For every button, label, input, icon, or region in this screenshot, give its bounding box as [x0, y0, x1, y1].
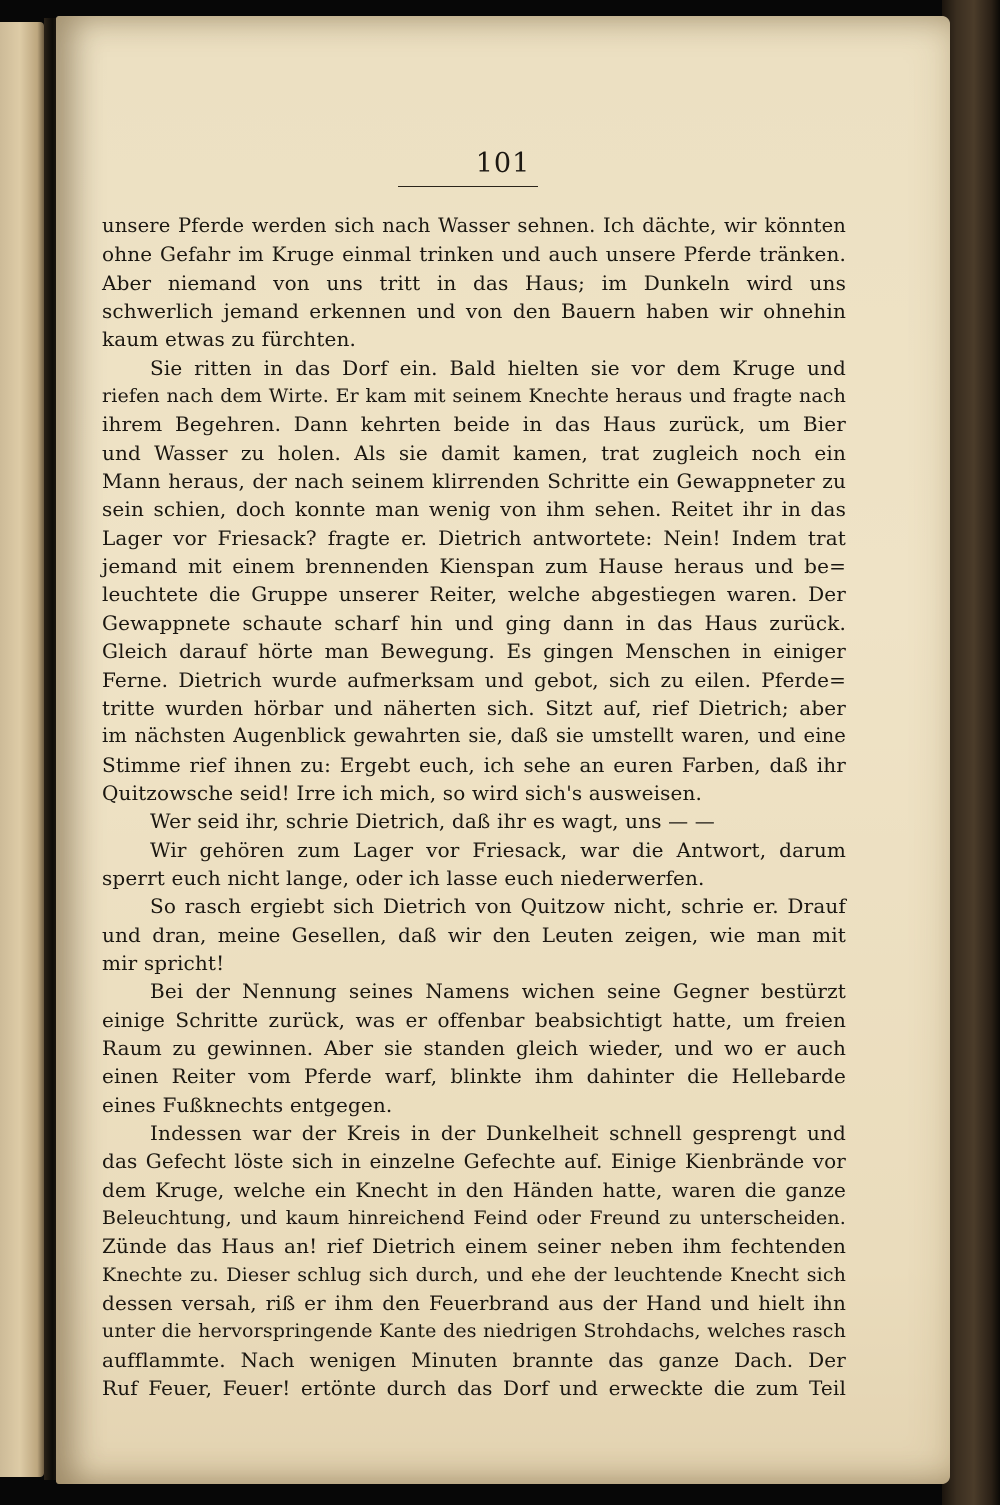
- text-line: Aber niemand von uns tritt in das Haus; im Dunkeln wird uns: [102, 270, 846, 295]
- text-line: Quitzowsche seid! Irre ich mich, so wird sich's ausweisen.: [102, 780, 703, 805]
- text-line: dem Kruge, welche ein Knecht in den Händen hatte, waren die ganze: [102, 1177, 846, 1202]
- text-line: ohne Gefahr im Kruge einmal trinken und auch unsere Pferde tränken.: [102, 242, 846, 267]
- text-line: Ruf Feuer, Feuer! ertönte durch das Dorf und erweckte die zum Teil: [102, 1376, 846, 1401]
- text-line: sein schien, doch konnte man wenig von ihm sehen. Reitet ihr in das: [102, 497, 846, 522]
- facing-page-edge: [0, 22, 44, 1477]
- text-line: eines Fußknechts entgegen.: [102, 1092, 393, 1117]
- text-line: jemand mit einem brennenden Kienspan zum Hause heraus und be=: [102, 554, 846, 579]
- text-line: schwerlich jemand erkennen und von den Bauern haben wir ohnehin: [102, 299, 846, 324]
- text-line: einige Schritte zurück, was er offenbar beabsichtigt hatte, um freien: [102, 1007, 846, 1032]
- text-line: Sie ritten in das Dorf ein. Bald hielten sie vor dem Kruge und: [150, 355, 846, 380]
- text-line: Beleuchtung, und kaum hinreichend Feind oder Freund zu unterscheiden.: [102, 1207, 846, 1230]
- text-line: und Wasser zu holen. Als sie damit kamen, trat zugleich noch ein: [102, 440, 846, 465]
- text-line: ihrem Begehren. Dann kehrten beide in das Haus zurück, um Bier: [102, 412, 846, 437]
- header-rule: [398, 186, 538, 187]
- text-line: Gleich darauf hörte man Bewegung. Es gingen Menschen in einiger: [102, 639, 846, 664]
- text-line: unter die hervorspringende Kante des niedrigen Strohdachs, welches rasch: [102, 1320, 846, 1343]
- text-line: Ferne. Dietrich wurde aufmerksam und gebot, sich zu eilen. Pferde=: [102, 667, 846, 692]
- page-number: 101: [475, 148, 531, 179]
- text-line: Mann heraus, der nach seinem klirrenden Schritte ein Gewappneter zu: [102, 469, 846, 494]
- text-line: kaum etwas zu fürchten.: [102, 327, 357, 352]
- text-line: So rasch ergiebt sich Dietrich von Quitzow nicht, schrie er. Drauf: [150, 894, 846, 919]
- text-line: das Gefecht löste sich in einzelne Gefechte auf. Einige Kienbrände vor: [102, 1149, 846, 1174]
- text-line: Lager vor Friesack? fragte er. Dietrich antwortete: Nein! Indem trat: [102, 525, 846, 550]
- text-line: riefen nach dem Wirte. Er kam mit seinem Knechte heraus und fragte nach: [102, 385, 846, 408]
- text-line: Raum zu gewinnen. Aber sie standen gleich wieder, und wo er auch: [102, 1035, 846, 1060]
- text-line: aufflammte. Nach wenigen Minuten brannte das ganze Dach. Der: [102, 1347, 846, 1372]
- text-line: Stimme rief ihnen zu: Ergebt euch, ich sehe an euren Farben, daß ihr: [102, 752, 846, 777]
- text-line: Wir gehören zum Lager vor Friesack, war die Antwort, darum: [150, 837, 846, 862]
- text-line: und dran, meine Gesellen, daß wir den Leuten zeigen, wie man mit: [102, 922, 846, 947]
- text-line: mir spricht!: [102, 950, 225, 975]
- book-page: [56, 16, 950, 1484]
- text-line: tritte wurden hörbar und näherten sich. Sitzt auf, rief Dietrich; aber: [102, 695, 846, 720]
- text-line: unsere Pferde werden sich nach Wasser sehnen. Ich dächte, wir könnten: [102, 214, 846, 237]
- text-line: sperrt euch nicht lange, oder ich lasse euch niederwerfen.: [102, 865, 705, 890]
- text-line: leuchtete die Gruppe unserer Reiter, welche abgestiegen waren. Der: [102, 582, 846, 607]
- text-line: Zünde das Haus an! rief Dietrich einem seiner neben ihm fechtenden: [102, 1234, 846, 1259]
- text-line: Knechte zu. Dieser schlug sich durch, und ehe der leuchtende Knecht sich: [102, 1263, 846, 1286]
- text-line: einen Reiter vom Pferde warf, blinkte ihm dahinter die Hellebarde: [102, 1064, 846, 1089]
- text-line: Bei der Nennung seines Namens wichen seine Gegner bestürzt: [150, 979, 846, 1004]
- text-line: dessen versah, riß er ihm den Feuerbrand aus der Hand und hielt ihn: [102, 1291, 846, 1316]
- book-cover-edge: [942, 0, 1000, 1505]
- text-line: Indessen war der Kreis in der Dunkelheit schnell gesprengt und: [150, 1121, 846, 1145]
- text-line: Gewappnete schaute scharf hin und ging dann in das Haus zurück.: [102, 610, 846, 635]
- text-line: Wer seid ihr, schrie Dietrich, daß ihr es wagt, uns — —: [150, 809, 715, 834]
- text-line: im nächsten Augenblick gewahrten sie, daß sie umstellt waren, und eine: [102, 724, 846, 748]
- body-text: [102, 212, 846, 1402]
